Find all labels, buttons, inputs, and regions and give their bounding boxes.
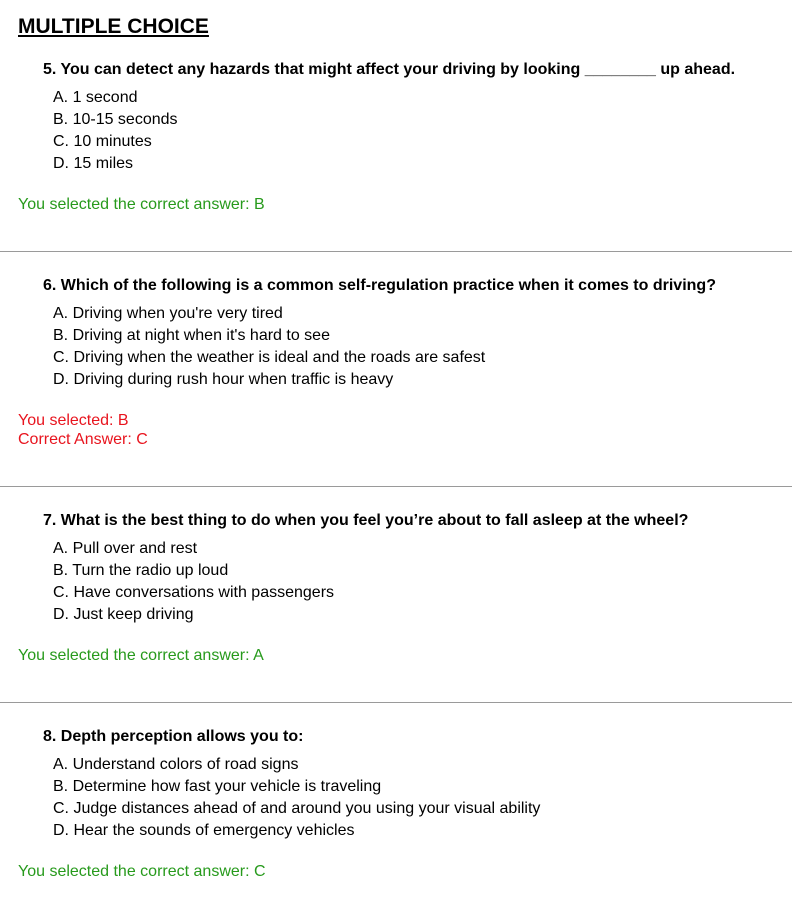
section-title: MULTIPLE CHOICE [18,15,209,38]
answer-option-d[interactable]: D. Just keep driving [53,606,194,623]
answer-feedback [18,862,266,881]
answer-options [53,303,485,391]
question-text: 8. Depth perception allows you to: [43,728,304,745]
answer-option-d[interactable]: D. Driving during rush hour when traffic is heavy [53,371,394,388]
feedback-line: You selected the correct answer: C [18,863,266,880]
answer-options [53,87,178,175]
answer-feedback [18,195,265,214]
divider [0,486,792,487]
answer-option-c[interactable]: C. Have conversations with passengers [53,584,335,601]
answer-option-a[interactable]: A. Driving when you're very tired [53,305,283,322]
divider [0,702,792,703]
question-text: 6. Which of the following is a common self-regulation practice when it comes to driving? [43,277,716,294]
answer-options [53,754,540,842]
answer-option-c[interactable]: C. Judge distances ahead of and around you using your visual ability [53,800,541,817]
question-text: 5. You can detect any hazards that might affect your driving by looking ________ up ahead. [43,61,736,78]
answer-options [53,538,334,626]
answer-option-b[interactable]: B. Driving at night when it's hard to see [53,327,330,344]
answer-feedback [18,411,148,449]
answer-option-d[interactable]: D. 15 miles [53,155,134,172]
feedback-line: You selected the correct answer: A [18,647,264,664]
feedback-selected-line: You selected: B [18,412,129,429]
answer-option-a[interactable]: A. Pull over and rest [53,540,198,557]
answer-option-c[interactable]: C. Driving when the weather is ideal and the roads are safest [53,349,486,366]
answer-option-a[interactable]: A. 1 second [53,89,138,106]
answer-option-b[interactable]: B. 10-15 seconds [53,111,178,128]
answer-feedback [18,646,264,665]
feedback-correct-answer-line: Correct Answer: C [18,431,148,448]
divider [0,251,792,252]
answer-option-b[interactable]: B. Turn the radio up loud [53,562,229,579]
question-text: 7. What is the best thing to do when you feel you’re about to fall asleep at the wheel? [43,512,689,529]
answer-option-b[interactable]: B. Determine how fast your vehicle is traveling [53,778,382,795]
answer-option-a[interactable]: A. Understand colors of road signs [53,756,299,773]
answer-option-d[interactable]: D. Hear the sounds of emergency vehicles [53,822,355,839]
feedback-line: You selected the correct answer: B [18,196,265,213]
answer-option-c[interactable]: C. 10 minutes [53,133,152,150]
